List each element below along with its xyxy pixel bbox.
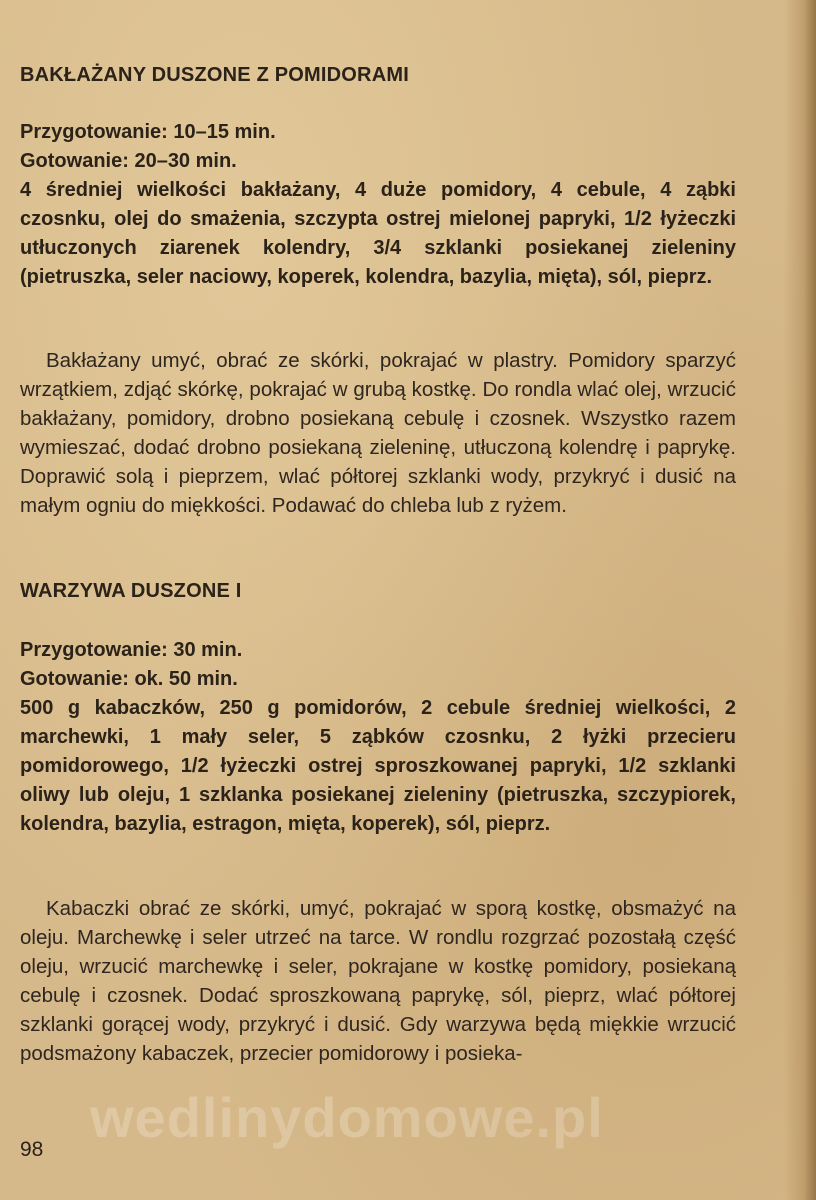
instructions-eggplant: Bakłażany umyć, obrać ze skórki, pokrajać w plastry. Pomidory sparzyć wrzątkiem, zdjąć skórkę, pokrajać w grubą kostkę. Do rondla wlać olej, wrzucić bakłażany, pomidory, drobno posiekaną cebulę i czosnek. Wszystko razem wymieszać, dodać drobno posiekaną zieleninę, utłuczoną kolendrę i paprykę. Doprawić solą i pieprzem, wlać półtorej szklanki wody, przykryć i dusić na małym ogniu do miękkości. Podawać do chleba lub z ryżem. xyxy=(20,349,736,517)
cook-time-stewed-vegetables: Gotowanie: ok. 50 min. xyxy=(20,668,238,690)
instructions-stewed-vegetables: Kabaczki obrać ze skórki, umyć, pokrajać w sporą kostkę, obsmażyć na oleju. Marchewkę i seler utrzeć na tarce. W rondlu rozgrzać pozostałą część oleju, wrzucić marchewkę i seler, pokrajane w kostkę pomidory, posiekaną cebulę i czosnek. Dodać sproszkowaną paprykę, sól, pieprz, wlać półtorej szklanki gorącej wody, przykryć i dusić. Gdy warzywa będą miękkie wrzucić podsmażony kabaczek, przecier pomidorowy i posieka- xyxy=(20,897,736,1065)
recipe-title-eggplant: BAKŁAŻANY DUSZONE Z POMIDORAMI xyxy=(20,64,409,86)
prep-time-stewed-vegetables: Przygotowanie: 30 min. xyxy=(20,639,243,661)
page-number: 98 xyxy=(20,1138,44,1161)
recipe-title-stewed-vegetables: WARZYWA DUSZONE I xyxy=(20,580,242,602)
book-page xyxy=(20,0,740,1200)
prep-time-eggplant: Przygotowanie: 10–15 min. xyxy=(20,121,276,143)
cook-time-eggplant: Gotowanie: 20–30 min. xyxy=(20,150,237,172)
ingredients-stewed-vegetables: 500 g kabaczków, 250 g pomidorów, 2 cebule średniej wielkości, 2 marchewki, 1 mały seler, 5 ząbków czosnku, 2 łyżki przecieru pomidorowego, 1/2 łyżeczki ostrej sproszkowanej papryki, 1/2 szklanki oliwy lub oleju, 1 szklanka posiekanej zieleniny (pietruszka, szczypiorek, kolendra, bazylia, estragon, mięta, koperek), sól, pieprz. xyxy=(20,697,736,835)
page-edge-shadow xyxy=(804,0,816,1200)
ingredients-eggplant: 4 średniej wielkości bakłażany, 4 duże pomidory, 4 cebule, 4 ząbki czosnku, olej do smażenia, szczypta ostrej mielonej papryki, 1/2 łyżeczki utłuczonych ziarenek kolendry, 3/4 szklanki posiekanej zieleniny (pietruszka, seler naciowy, koperek, kolendra, bazylia, mięta), sól, pieprz. xyxy=(20,179,736,288)
watermark: wedlinydomowe.pl xyxy=(90,1086,604,1149)
